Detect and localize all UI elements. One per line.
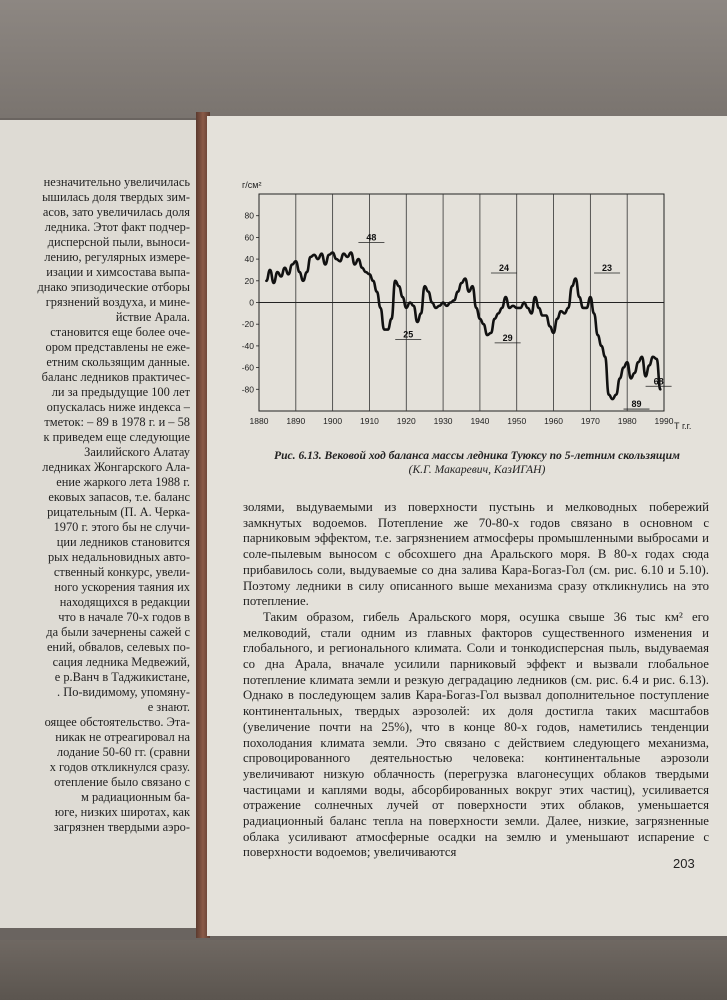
text-line: юге, низких широтах, как	[54, 805, 190, 819]
text-line: что в начале 70-х годов в	[58, 610, 190, 624]
text-line: оящее обстоятельство. Эта-	[44, 715, 190, 729]
text-line: асов, зато увеличилась доля	[42, 205, 190, 219]
text-line: тметок: – 89 в 1978 г. и – 58	[44, 415, 190, 429]
text-line: ции ледников становится	[56, 535, 190, 549]
text-line: ледника. Этот факт подчер-	[44, 220, 190, 234]
text-line: загрязнен твердыми аэро-	[53, 820, 190, 834]
left-page-text	[0, 175, 196, 835]
figure-caption	[227, 449, 727, 477]
x-axis-label: Т г.г.	[674, 421, 692, 431]
text-line: к приведем еще следующие	[43, 430, 190, 444]
text-line: ековых запасов, т.е. баланс	[48, 490, 190, 504]
left-page	[0, 120, 196, 928]
text-line: етним скользящим данные.	[46, 355, 190, 369]
text-line: ышилась доля твердых зим-	[42, 190, 190, 204]
text-line: 1970 г. этого бы не случи-	[53, 520, 190, 534]
text-line: дисперсной пыли, выноси-	[47, 235, 190, 249]
text-line: изации и химсостава выпа-	[46, 265, 190, 279]
page-number: 203	[673, 856, 695, 871]
y-tick-label: 20	[244, 275, 254, 286]
text-line: лодание 50-60 гг. (сравни	[56, 745, 190, 759]
text-line: баланс ледников практичес-	[41, 370, 190, 384]
x-tick-label: 1890	[286, 416, 306, 426]
text-line: е р.Ванч в Таджикистане,	[54, 670, 190, 684]
text-line: м радиационным ба-	[81, 790, 190, 804]
series-line	[266, 253, 660, 400]
text-line: йствие Арала.	[115, 310, 190, 324]
annotation-label: 23	[602, 262, 613, 273]
y-tick-label: -40	[241, 340, 254, 351]
text-line: ений, обвалов, селевых по-	[46, 640, 190, 654]
x-tick-label: 1980	[617, 416, 637, 426]
x-tick-label: 1930	[433, 416, 453, 426]
background-bottom	[0, 940, 727, 1000]
text-line: отепление было связано с	[54, 775, 190, 789]
caption-source: (К.Г. Макаревич, КазИГАН)	[408, 463, 546, 476]
annotation-label: 48	[366, 232, 377, 243]
x-tick-label: 1910	[359, 416, 379, 426]
text-line: ли за предыдущие 100 лет	[51, 385, 190, 399]
caption-title: Рис. 6.13. Вековой ход баланса массы ледника Туюксу по 5-летним скользящим	[274, 449, 680, 462]
text-line: становится еще более оче-	[50, 325, 190, 339]
background-top	[0, 0, 727, 118]
body-text	[243, 500, 709, 861]
y-tick-label: -20	[241, 319, 254, 330]
text-line: опускалась ниже индекса –	[46, 400, 190, 414]
y-tick-label: 40	[244, 254, 254, 265]
text-line: е знают.	[147, 700, 190, 714]
x-tick-label: 1990	[654, 416, 674, 426]
y-axis-label: г/см²	[242, 180, 262, 190]
paragraph: Таким образом, гибель Аральского моря, осушка свыше 36 тыс км² его мелководий, стали одним из главных факторов существенного изменения и глобального, и регионального климата. Соли и тонкодисперсная пыль, выдуваемая со дна Арала, вначале усилили парниковый эффект и вызвали глобальное потепление климата земли и резкую деградацию ледников (см. рис. 6.4 и рис. 6.13). Однако в последующем залив Кара-Богаз-Гол вызвал дополнительное поступление континентальных, твердых аэрозолей: их доля достигла таких масштабов (увеличение почти на 25%), что в конце 80-х годов, наметились тенденции похолодания климата земли. Это связано с действием следующего механизма, спровоцированного деятельностью человека: континентальные аэрозоли увеличивают низкую облачность (перегрузка влагонесущих облаков твердыми частицами и каплями воды, абсорбированных вокруг этих частиц), усиливается отражение солнечных лучей от поверхности этих облаков, уменьшается радиационный баланс тепла на поверхности земли. Далее, низкие, загрязненные облака усиливают атмосферные осадки на землю и уменьшают испарение с поверхности водоемов; увеличиваются	[243, 609, 709, 860]
annotation-label: 25	[403, 329, 414, 340]
text-line: ледниках Жонгарского Ала-	[42, 460, 190, 474]
text-line: лению, регулярных измере-	[44, 250, 190, 264]
y-tick-label: -60	[241, 362, 254, 373]
text-line: Заилийского Алатау	[84, 445, 190, 459]
x-tick-label: 1940	[470, 416, 490, 426]
text-line: незначительно увеличилась	[43, 175, 190, 189]
text-line: рицательным (П. А. Черка-	[47, 505, 190, 519]
x-tick-label: 1880	[249, 416, 269, 426]
y-tick-label: 0	[249, 297, 254, 308]
x-tick-label: 1970	[580, 416, 600, 426]
glacier-mass-balance-chart	[237, 174, 697, 444]
text-line: днако эпизодические отборы	[37, 280, 190, 294]
annotation-label: 89	[631, 399, 642, 410]
text-line: да были зачернены сажей с	[46, 625, 190, 639]
text-line: грязнений воздуха, и мине-	[45, 295, 190, 309]
text-line: находящихся в редакции	[59, 595, 190, 609]
x-tick-label: 1950	[507, 416, 527, 426]
text-line: . По-видимому, упомяну-	[57, 685, 190, 699]
x-tick-label: 1920	[396, 416, 416, 426]
text-line: ение жаркого лета 1988 г.	[56, 475, 190, 489]
text-line: рых недальновидных авто-	[47, 550, 190, 564]
right-page	[207, 116, 727, 936]
y-tick-label: 60	[244, 232, 254, 243]
y-tick-label: -80	[241, 384, 254, 395]
text-line: никак не отреагировал на	[55, 730, 190, 744]
y-tick-label: 80	[244, 210, 254, 221]
text-line: ственный конкурс, увели-	[53, 565, 190, 579]
paragraph: золями, выдуваемыми из поверхности пустынь и мелководных побережий замкнутых водоемов. Потепление же 70-80-х годов связано в основном с парниковым эффектом, т.е. загрязнением атмосферы промышленными выбросами и соле-пылевым выносом с обсохшего дна Аральского моря. В 80-х годах сюда прибавилось соли, выдуваемые со дна залива Кара-Богаз-Гол (см. рис. 6.10 и 5.10). Поэтому ледники в силу описанного выше механизма сразу откликнулись на это потепление.	[243, 500, 709, 609]
x-tick-label: 1900	[323, 416, 343, 426]
annotation-label: 29	[502, 332, 513, 343]
text-line: ного ускорения таяния их	[54, 580, 190, 594]
text-line: х годов откликнулся сразу.	[49, 760, 190, 774]
annotation-label: 24	[498, 262, 509, 273]
text-line: сация ледника Медвежий,	[52, 655, 190, 669]
annotation-label: 68	[653, 376, 664, 387]
text-line: ором представлены не еже-	[45, 340, 190, 354]
x-tick-label: 1960	[544, 416, 564, 426]
